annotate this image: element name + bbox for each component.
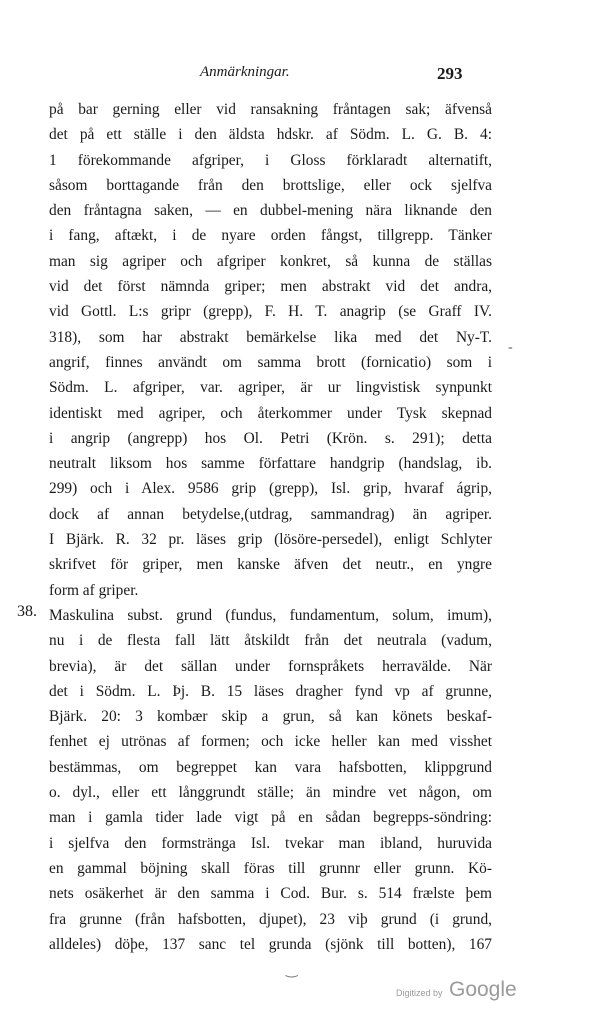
running-header: [0, 64, 600, 88]
text-line: 1 förekommande afgriper, i Gloss förklaradt alternatift,: [49, 151, 492, 169]
margin-mark: -: [508, 340, 513, 355]
text-line: man sig agriper och afgriper konkret, så kunna de ställas: [49, 252, 492, 270]
text-line: man i gamla tider lade vigt på en sådan begrepps-söndring:: [49, 809, 492, 827]
text-line: o. dyl., eller ett långgrundt ställe; än mindre vet någon, om: [49, 784, 492, 802]
body-text: [17, 97, 492, 957]
text-line: Maskulina subst. grund (fundus, fundamentum, solum, imum),: [49, 606, 492, 624]
text-line: i angrip (angrepp) hos Ol. Petri (Krön. s. 291); detta: [49, 429, 492, 447]
section-number: 38.: [17, 602, 37, 620]
header-title: Anmärkningar.: [200, 64, 290, 80]
text-line: brevia), är det sällan under fornspråkets herravälde. När: [49, 657, 492, 675]
footer-mark: ‿: [286, 963, 298, 978]
text-line: en gammal böjning skall föras till grunnr eller grunn. Kö-: [49, 859, 492, 877]
text-line: nu i de flesta fall lätt åtskildt från det neutrala (vadum,: [49, 632, 492, 650]
text-line: 299) och i Alex. 9586 grip (grepp), Isl. grip, hvaraf ágrip,: [49, 480, 492, 498]
text-line: i sjelfva den formstränga Isl. tvekar man ibland, huruvida: [49, 834, 492, 852]
text-line: I Bjärk. R. 32 pr. läses grip (lösöre-persedel), enligt Schlyter: [49, 531, 492, 549]
text-line: bestämmas, om begreppet kan vara hafsbotten, klippgrund: [49, 758, 492, 776]
text-line: identiskt med agriper, och återkommer under Tysk skepnad: [49, 404, 492, 422]
text-line: det på ett ställe i den äldsta hdskr. af Södm. L. G. B. 4:: [49, 126, 492, 144]
text-line: det i Södm. L. Þj. B. 15 läses dragher fynd vp af grunne,: [49, 682, 492, 700]
section-38: [17, 602, 492, 628]
text-line: på bar gerning eller vid ransakning fråntagen sak; äfvenså: [49, 101, 492, 118]
text-line: alldeles) döþe, 137 sanc tel grunda (sjönk till botten), 167: [49, 935, 492, 953]
text-line: dock af annan betydelse,(utdrag, sammandrag) än agriper.: [49, 505, 492, 523]
page-number: 293: [437, 64, 463, 83]
watermark-brand: Google: [448, 978, 517, 1001]
text-line: nets osäkerhet är den samma i Cod. Bur. s. 514 frælste þem: [49, 885, 492, 903]
text-line: angrif, finnes användt om samma brott (fornicatio) som i: [49, 353, 492, 371]
text-line: Södm. L. afgriper, var. agriper, är ur lingvistisk synpunkt: [49, 379, 492, 397]
text-line: vid Gottl. L:s gripr (grepp), F. H. T. anagrip (se Graff IV.: [49, 303, 492, 321]
text-line: i fang, aftækt, i de nyare orden fångst, tillgrepp. Tänker: [49, 227, 492, 245]
watermark-prefix: Digitized by: [396, 988, 443, 998]
text-line: 318), som har abstrakt bemärkelse lika med det Ny-T.: [49, 328, 492, 346]
text-line: Bjärk. 20: 3 kombær skip a grun, så kan könets beskaf-: [49, 708, 492, 726]
text-line: neutralt liksom hos samme författare handgrip (handslag, ib.: [49, 455, 492, 473]
text-line: vid det först nämnda griper; men abstrakt vid det andra,: [49, 278, 492, 296]
text-line: såsom borttagande från den brottslige, eller ock sjelfva: [49, 176, 492, 194]
text-line: skrifvet för griper, men kanske äfven det neutr., en yngre: [49, 556, 492, 574]
text-line: fenhet ej utrönas af formen; och icke heller kan med visshet: [49, 733, 492, 751]
text-line: fra grunne (från hafsbotten, djupet), 23 viþ grund (i grund,: [49, 910, 492, 928]
text-line: form af griper.: [49, 581, 139, 599]
text-line: den fråntagna saken, — en dubbel-mening nära liknande den: [49, 202, 492, 220]
digitized-watermark: [396, 978, 517, 1002]
